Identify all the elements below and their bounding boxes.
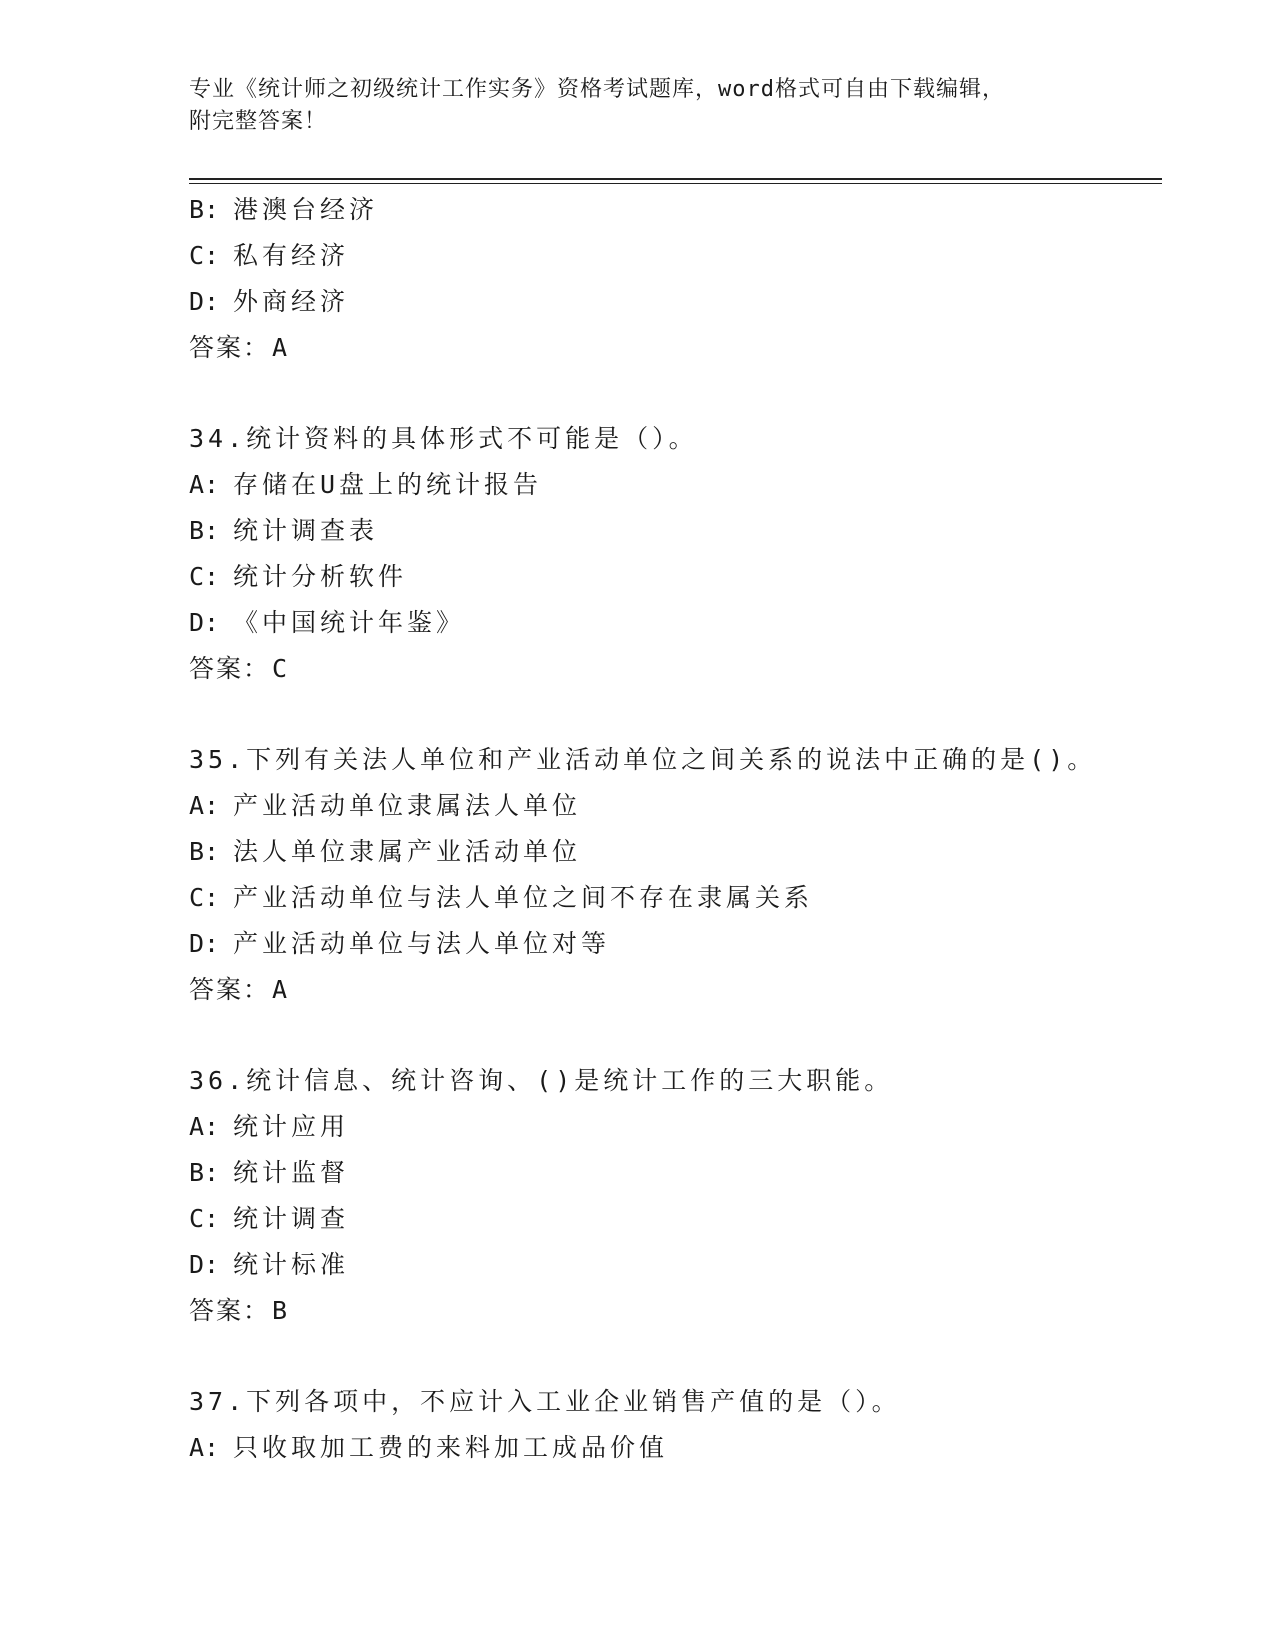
- answer-line: [189, 1288, 1149, 1334]
- answer-label: 答案：: [189, 333, 271, 362]
- option-label: B:: [189, 837, 220, 866]
- option-line: [189, 554, 1149, 600]
- option-line: [189, 187, 1149, 233]
- option-label: D:: [189, 287, 220, 316]
- option-line: [189, 233, 1149, 279]
- option-line: [189, 1242, 1149, 1288]
- option-line: [189, 1196, 1149, 1242]
- question-block: [189, 1058, 1149, 1334]
- answer-value: A: [272, 975, 290, 1004]
- option-label: A:: [189, 470, 220, 499]
- question-stem: 37.下列各项中，不应计入工业企业销售产值的是（）。: [189, 1387, 901, 1416]
- option-label: D:: [189, 929, 220, 958]
- option-text: 统计分析软件: [233, 562, 408, 591]
- question-block: [189, 737, 1149, 1013]
- option-text: 统计调查表: [233, 516, 379, 545]
- option-text: 统计标准: [233, 1250, 350, 1279]
- header-line-1: 专业《统计师之初级统计工作实务》资格考试题库，word格式可自由下载编辑，: [189, 77, 1005, 102]
- question-block: [189, 1379, 1149, 1471]
- option-text: 《中国统计年鉴》: [233, 608, 466, 637]
- option-label: B:: [189, 516, 220, 545]
- answer-value: C: [272, 654, 290, 683]
- answer-line: [189, 967, 1149, 1013]
- option-label: A:: [189, 1112, 220, 1141]
- option-text: 港澳台经济: [233, 195, 379, 224]
- option-line: [189, 921, 1149, 967]
- option-text: 产业活动单位与法人单位之间不存在隶属关系: [233, 883, 814, 912]
- option-text: 统计调查: [233, 1204, 350, 1233]
- header-line-2: 附完整答案！: [189, 109, 328, 134]
- option-line: [189, 462, 1149, 508]
- answer-label: 答案：: [189, 975, 271, 1004]
- option-line: [189, 829, 1149, 875]
- option-label: C:: [189, 562, 220, 591]
- option-line: [189, 1104, 1149, 1150]
- option-label: B:: [189, 1158, 220, 1187]
- answer-line: [189, 325, 1149, 371]
- question-stem: 34.统计资料的具体形式不可能是（）。: [189, 424, 698, 453]
- option-label: A:: [189, 791, 220, 820]
- option-line: [189, 508, 1149, 554]
- option-line: [189, 783, 1149, 829]
- option-label: D:: [189, 608, 220, 637]
- option-label: C:: [189, 1204, 220, 1233]
- question-stem: 36.统计信息、统计咨询、()是统计工作的三大职能。: [189, 1066, 894, 1095]
- answer-value: B: [272, 1296, 290, 1325]
- question-stem: 35.下列有关法人单位和产业活动单位之间关系的说法中正确的是()。: [189, 745, 1097, 774]
- option-line: [189, 1150, 1149, 1196]
- answer-value: A: [272, 333, 290, 362]
- option-label: D:: [189, 1250, 220, 1279]
- option-label: C:: [189, 241, 220, 270]
- answer-line: [189, 646, 1149, 692]
- answer-label: 答案：: [189, 654, 271, 683]
- question-continuation: [189, 187, 1149, 371]
- option-text: 法人单位隶属产业活动单位: [233, 837, 582, 866]
- answer-label: 答案：: [189, 1296, 271, 1325]
- header-divider-thin: [189, 183, 1162, 184]
- option-line: [189, 1425, 1149, 1471]
- option-text: 产业活动单位隶属法人单位: [233, 791, 582, 820]
- header-divider-thick: [189, 178, 1162, 180]
- option-label: C:: [189, 883, 220, 912]
- option-text: 统计监督: [233, 1158, 350, 1187]
- option-text: 产业活动单位与法人单位对等: [233, 929, 611, 958]
- option-text: 统计应用: [233, 1112, 350, 1141]
- question-list: [189, 187, 1149, 1471]
- question-block: [189, 416, 1149, 692]
- option-label: B:: [189, 195, 220, 224]
- document-header: [189, 74, 1089, 138]
- option-text: 存储在U盘上的统计报告: [233, 470, 543, 499]
- option-line: [189, 600, 1149, 646]
- option-line: [189, 279, 1149, 325]
- option-text: 私有经济: [233, 241, 350, 270]
- option-text: 只收取加工费的来料加工成品价值: [233, 1433, 669, 1462]
- option-text: 外商经济: [233, 287, 350, 316]
- option-label: A:: [189, 1433, 220, 1462]
- option-line: [189, 875, 1149, 921]
